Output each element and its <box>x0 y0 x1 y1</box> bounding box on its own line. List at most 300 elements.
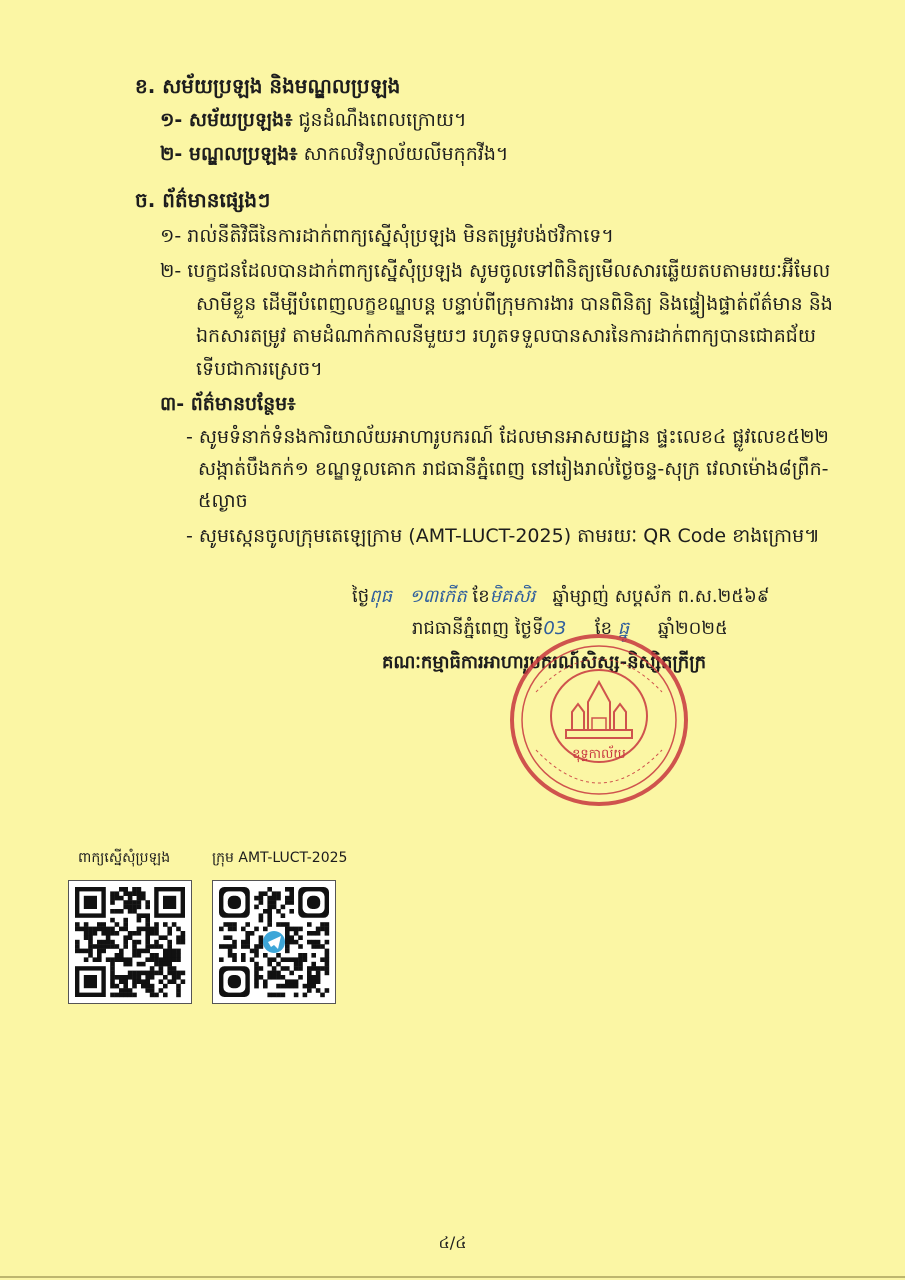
qr-module <box>176 935 181 940</box>
qr-module <box>316 927 321 932</box>
qr-module <box>320 966 325 971</box>
qr-module <box>123 940 128 945</box>
qr-module <box>254 927 259 932</box>
qr-module <box>137 891 142 896</box>
qr-module <box>132 979 137 984</box>
qr-module <box>172 949 177 954</box>
qr-module <box>325 927 330 932</box>
qr-module <box>228 944 233 949</box>
qr-module <box>259 944 264 949</box>
qr-module <box>93 927 98 932</box>
qr-module <box>289 940 294 945</box>
qr-module <box>219 944 224 949</box>
qr-module <box>311 944 316 949</box>
qr-module <box>106 944 111 949</box>
qr-module <box>259 935 264 940</box>
qr-module <box>263 927 268 932</box>
qr-module <box>123 988 128 993</box>
qr-module <box>110 940 115 945</box>
qr-module <box>223 922 228 927</box>
qr-module <box>128 962 133 967</box>
qr-module <box>325 949 330 954</box>
qr-module <box>285 949 290 954</box>
qr-module <box>254 905 259 910</box>
qr-module <box>154 953 159 958</box>
qr-module <box>316 944 321 949</box>
qr-module <box>167 944 172 949</box>
qr-module <box>232 944 237 949</box>
qr-module <box>132 940 137 945</box>
qr-module <box>219 957 224 962</box>
qr-module <box>167 927 172 932</box>
qr-module <box>110 979 115 984</box>
qr-module <box>119 896 124 901</box>
qr-module <box>159 935 164 940</box>
qr-module <box>219 927 224 932</box>
qr-module <box>303 953 308 958</box>
qr-module <box>132 971 137 976</box>
qr-module <box>115 944 120 949</box>
qr-module <box>154 971 159 976</box>
qr-module <box>298 962 303 967</box>
qr-module <box>141 949 146 954</box>
qr-module <box>128 975 133 980</box>
qr-module <box>123 887 128 892</box>
qr-module <box>137 949 142 954</box>
qr-module <box>181 935 186 940</box>
qr-module <box>294 966 299 971</box>
qr-module <box>316 988 321 993</box>
qr-module <box>181 971 186 976</box>
qr-module <box>259 918 264 923</box>
place-date-prefix: រាជធានីភ្នំពេញ ថ្ងៃទី <box>412 618 544 639</box>
qr-module <box>254 953 259 958</box>
qr-module <box>176 971 181 976</box>
qr-module <box>115 984 120 989</box>
info-item-2-line-1: ២- បេក្ខជនដែលបានដាក់ពាក្យស្នើសុំប្រឡង សូមចូលទៅពិនិត្យមើលសារឆ្លើយតបតាមរយៈអ៊ីមែល <box>160 260 831 282</box>
info-item-2-line-2: សាមីខ្លួន ដើម្បីបំពេញលក្ខខណ្ឌបន្ត បន្ទាប់ពីក្រុមការងារ បានពិនិត្យ និងផ្ទៀងផ្ទាត់ព័ត៌មាន និង <box>196 293 833 315</box>
qr-module <box>272 957 277 962</box>
qr-module <box>119 975 124 980</box>
qr-module <box>119 909 124 914</box>
qr-module <box>241 927 246 932</box>
qr-module <box>281 975 286 980</box>
qr-module <box>88 935 93 940</box>
qr-module <box>159 988 164 993</box>
qr-module <box>106 931 111 936</box>
qr-module <box>316 940 321 945</box>
qr-module <box>123 935 128 940</box>
qr-module <box>79 927 84 932</box>
qr-module <box>75 944 80 949</box>
qr-module <box>145 913 150 918</box>
qr-module <box>88 927 93 932</box>
month-prefix: ខែ <box>594 618 613 639</box>
qr-module <box>137 979 142 984</box>
qr-module <box>276 891 281 896</box>
qr-module <box>154 944 159 949</box>
qr-module <box>137 931 142 936</box>
qr-module <box>276 984 281 989</box>
qr-module <box>159 971 164 976</box>
qr-module <box>272 993 277 998</box>
qr-module <box>232 940 237 945</box>
year: ឆ្នាំ២០២៥ <box>657 618 728 639</box>
qr-module <box>267 922 272 927</box>
qr-module <box>79 949 84 954</box>
qr-module <box>289 887 294 892</box>
qr-module <box>159 944 164 949</box>
qr-module <box>281 993 286 998</box>
qr-module <box>176 957 181 962</box>
qr-module <box>272 971 277 976</box>
qr-module <box>263 891 268 896</box>
qr-module <box>128 896 133 901</box>
qr-module <box>311 931 316 936</box>
qr-module <box>84 949 89 954</box>
qr-module <box>307 984 312 989</box>
qr-module <box>97 957 102 962</box>
qr-module <box>307 979 312 984</box>
qr-module <box>311 953 316 958</box>
qr-module <box>267 993 272 998</box>
qr-module <box>272 896 277 901</box>
qr-module <box>163 953 168 958</box>
qr-module <box>128 909 133 914</box>
qr-module <box>145 957 150 962</box>
qr-module <box>145 984 150 989</box>
qr-module <box>150 971 155 976</box>
qr-module <box>181 940 186 945</box>
qr-module <box>303 993 308 998</box>
qr-module <box>289 909 294 914</box>
qr-module <box>106 927 111 932</box>
qr-module <box>132 944 137 949</box>
qr-module <box>245 944 250 949</box>
qr-module <box>267 909 272 914</box>
qr-module <box>119 979 124 984</box>
qr-module <box>298 975 303 980</box>
qr-module <box>110 909 115 914</box>
qr-module <box>285 927 290 932</box>
qr-module <box>254 971 259 976</box>
qr-module <box>123 927 128 932</box>
qr-module <box>307 975 312 980</box>
qr-module <box>325 966 330 971</box>
qr-module <box>123 918 128 923</box>
qr-module <box>154 962 159 967</box>
qr-module <box>250 957 255 962</box>
qr-module <box>110 891 115 896</box>
qr-finder-pattern <box>163 896 176 909</box>
application-qr-code[interactable] <box>68 880 192 1004</box>
qr-module <box>119 949 124 954</box>
qr-module <box>167 979 172 984</box>
qr-module <box>263 979 268 984</box>
qr-module <box>150 927 155 932</box>
qr-module <box>154 957 159 962</box>
qr-module <box>289 979 294 984</box>
qr-module <box>141 891 146 896</box>
qr-module <box>110 927 115 932</box>
qr-module <box>228 949 233 954</box>
qr-module <box>119 957 124 962</box>
qr-module <box>241 944 246 949</box>
qr-module <box>97 944 102 949</box>
qr-module <box>276 971 281 976</box>
qr-module <box>298 966 303 971</box>
qr-module <box>137 962 142 967</box>
qr-module <box>132 931 137 936</box>
qr-module <box>289 891 294 896</box>
qr-module <box>281 966 286 971</box>
qr-module <box>75 940 80 945</box>
qr-module <box>145 935 150 940</box>
qr-module <box>145 944 150 949</box>
qr-module <box>267 975 272 980</box>
qr-module <box>276 962 281 967</box>
qr-module <box>263 909 268 914</box>
qr-module <box>159 979 164 984</box>
qr-module <box>137 905 142 910</box>
qr-module <box>132 984 137 989</box>
qr-module <box>106 940 111 945</box>
qr-module <box>159 962 164 967</box>
qr-module <box>311 984 316 989</box>
qr-module <box>145 931 150 936</box>
qr-module <box>163 935 168 940</box>
qr-module <box>285 935 290 940</box>
qr-module <box>289 896 294 901</box>
qr-finder-pattern <box>228 896 241 909</box>
application-qr-label: ពាក្យស្នើសុំប្រឡង <box>78 850 171 866</box>
qr-module <box>132 993 137 998</box>
qr-module <box>172 957 177 962</box>
qr-module <box>281 957 286 962</box>
qr-module <box>281 984 286 989</box>
qr-module <box>101 940 106 945</box>
qr-module <box>93 931 98 936</box>
qr-module <box>110 944 115 949</box>
qr-module <box>132 905 137 910</box>
qr-module <box>298 953 303 958</box>
lunar-date-line <box>352 584 769 611</box>
qr-module <box>325 962 330 967</box>
qr-module <box>150 975 155 980</box>
qr-module <box>267 971 272 976</box>
qr-module <box>106 935 111 940</box>
qr-module <box>228 922 233 927</box>
qr-module <box>307 940 312 945</box>
qr-module <box>181 979 186 984</box>
qr-module <box>115 993 120 998</box>
qr-module <box>132 953 137 958</box>
qr-module <box>145 900 150 905</box>
qr-module <box>110 975 115 980</box>
qr-module <box>267 918 272 923</box>
qr-module <box>88 944 93 949</box>
section-cho-heading: ច. ព័ត៌មានផ្សេងៗ <box>135 188 271 212</box>
qr-module <box>241 940 246 945</box>
lunar-day-handwritten: ១៣កើត <box>409 586 467 607</box>
exam-session-label: ១- សម័យប្រឡង៖ <box>160 109 293 131</box>
qr-module <box>145 971 150 976</box>
qr-module <box>150 993 155 998</box>
date-day-handwritten: 03 <box>543 618 567 639</box>
qr-module <box>311 979 316 984</box>
qr-finder-pattern <box>84 896 97 909</box>
qr-module <box>316 966 321 971</box>
qr-module <box>84 931 89 936</box>
qr-module <box>123 975 128 980</box>
lunar-month-prefix: ខែ <box>472 586 490 607</box>
qr-module <box>145 940 150 945</box>
qr-module <box>267 887 272 892</box>
qr-module <box>298 927 303 932</box>
qr-module <box>254 984 259 989</box>
qr-module <box>119 993 124 998</box>
qr-module <box>272 975 277 980</box>
qr-module <box>110 966 115 971</box>
qr-module <box>75 927 80 932</box>
qr-module <box>285 900 290 905</box>
qr-module <box>254 896 259 901</box>
qr-module <box>285 979 290 984</box>
qr-module <box>259 940 264 945</box>
committee-name: គណៈកម្មាធិការអាហារូបករណ៍សិស្ស-និស្សិតក្រីក្រ <box>382 652 707 673</box>
qr-module <box>84 927 89 932</box>
qr-module <box>93 944 98 949</box>
exam-center-label: ២- មណ្ឌលប្រឡង៖ <box>160 143 298 165</box>
qr-module <box>316 979 321 984</box>
qr-module <box>137 953 142 958</box>
qr-module <box>128 900 133 905</box>
qr-module <box>181 931 186 936</box>
qr-module <box>285 944 290 949</box>
qr-module <box>101 927 106 932</box>
info-item-2-line-4: ទើបជាការស្រេច។ <box>196 358 323 380</box>
qr-module <box>307 922 312 927</box>
qr-module <box>176 949 181 954</box>
qr-module <box>145 979 150 984</box>
qr-module <box>176 993 181 998</box>
telegram-qr-code[interactable] <box>212 880 336 1004</box>
qr-module <box>311 975 316 980</box>
qr-module <box>320 922 325 927</box>
qr-module <box>167 966 172 971</box>
qr-module <box>276 922 281 927</box>
qr-module <box>97 953 102 958</box>
qr-module <box>154 927 159 932</box>
qr-module <box>110 918 115 923</box>
qr-module <box>159 966 164 971</box>
qr-module <box>298 935 303 940</box>
qr-module <box>145 988 150 993</box>
qr-module <box>303 957 308 962</box>
qr-module <box>88 949 93 954</box>
page-number: ៤/៤ <box>438 1233 467 1252</box>
lunar-month-handwritten: មិគសិរ <box>489 586 536 607</box>
qr-module <box>128 935 133 940</box>
qr-module <box>137 913 142 918</box>
qr-module <box>145 922 150 927</box>
qr-module <box>285 966 290 971</box>
qr-module <box>281 913 286 918</box>
qr-module <box>145 918 150 923</box>
qr-module <box>137 971 142 976</box>
qr-module <box>272 900 277 905</box>
qr-module <box>294 957 299 962</box>
qr-module <box>254 975 259 980</box>
qr-module <box>307 988 312 993</box>
qr-module <box>176 984 181 989</box>
qr-module <box>232 922 237 927</box>
qr-module <box>167 931 172 936</box>
qr-module <box>294 993 299 998</box>
qr-module <box>276 993 281 998</box>
qr-module <box>176 988 181 993</box>
qr-finder-pattern <box>84 975 97 988</box>
qr-module <box>128 905 133 910</box>
qr-module <box>150 953 155 958</box>
qr-module <box>132 909 137 914</box>
qr-module <box>84 922 89 927</box>
qr-module <box>176 953 181 958</box>
qr-module <box>154 931 159 936</box>
qr-module <box>150 944 155 949</box>
qr-module <box>294 931 299 936</box>
qr-module <box>176 927 181 932</box>
qr-module <box>285 957 290 962</box>
qr-module <box>172 971 177 976</box>
qr-module <box>159 957 164 962</box>
qr-module <box>276 975 281 980</box>
official-stamp-icon <box>508 632 690 808</box>
qr-module <box>101 944 106 949</box>
qr-module <box>285 922 290 927</box>
qr-module <box>115 891 120 896</box>
qr-module <box>320 957 325 962</box>
qr-module <box>325 940 330 945</box>
qr-module <box>272 891 277 896</box>
qr-module <box>289 900 294 905</box>
exam-center-item <box>160 140 508 168</box>
qr-module <box>75 922 80 927</box>
qr-module <box>123 944 128 949</box>
qr-module <box>110 931 115 936</box>
qr-module <box>325 988 330 993</box>
stamp-text: ខុទ្ទកាល័យ <box>572 747 626 762</box>
qr-module <box>137 927 142 932</box>
qr-module <box>115 931 120 936</box>
qr-module <box>232 953 237 958</box>
qr-module <box>123 962 128 967</box>
qr-module <box>267 905 272 910</box>
exam-session-text: ជូនដំណឹងពេលក្រោយ។ <box>298 109 467 131</box>
qr-module <box>259 975 264 980</box>
qr-module <box>88 931 93 936</box>
qr-module <box>316 971 321 976</box>
qr-module <box>228 927 233 932</box>
info-item-1: ១- រាល់នីតិវិធីនៃការដាក់ពាក្យស្នើសុំប្រឡង មិនតម្រូវបង់ថវិកាទេ។ <box>160 225 614 247</box>
telegram-qr-icon <box>213 881 335 1003</box>
qr-module <box>232 927 237 932</box>
qr-module <box>263 984 268 989</box>
exam-center-text: សាកលវិទ្យាល័យលីមកុកវីង។ <box>303 143 509 165</box>
qr-module <box>115 975 120 980</box>
section-kho-heading: ខ. សម័យប្រឡង និងមណ្ឌលប្រឡង <box>135 74 401 98</box>
qr-module <box>150 984 155 989</box>
